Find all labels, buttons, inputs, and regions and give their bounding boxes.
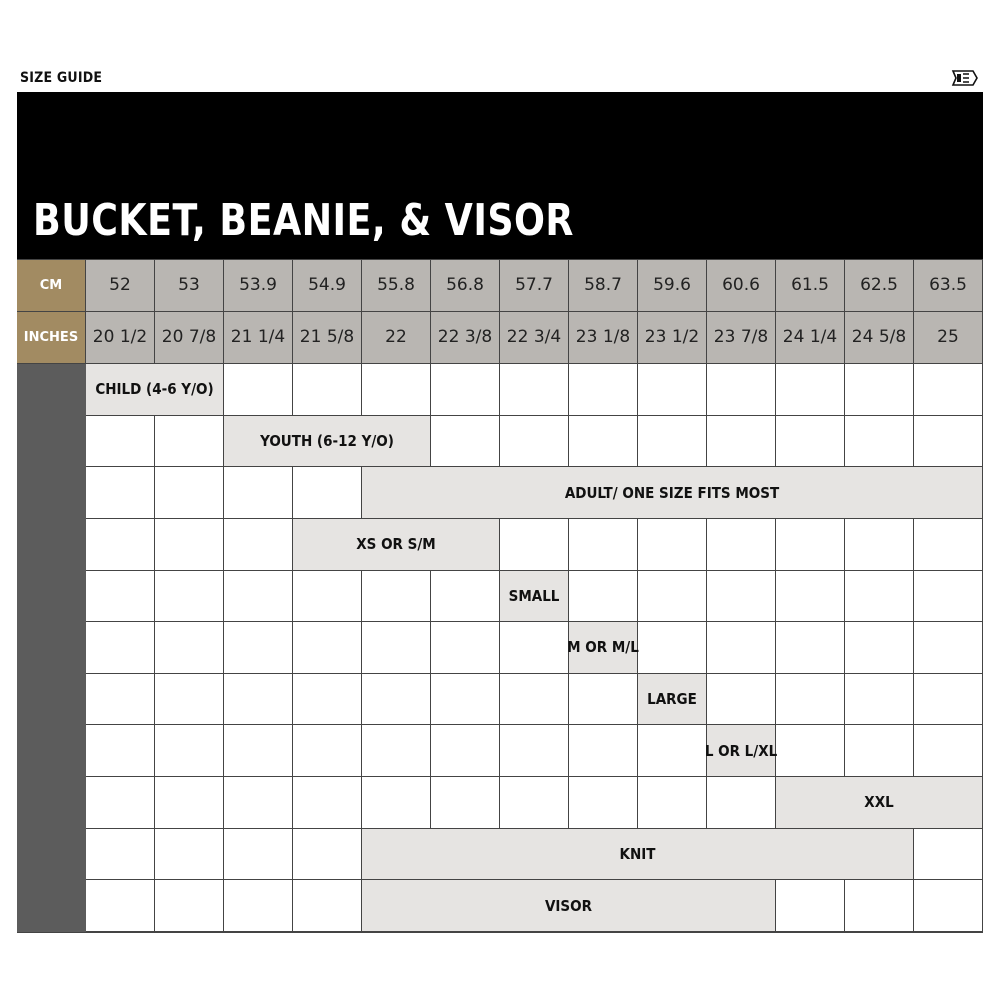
column-divider bbox=[844, 622, 845, 674]
column-divider bbox=[361, 571, 362, 623]
inches-value-cell: 21 1/4 bbox=[224, 311, 293, 363]
column-divider bbox=[568, 519, 569, 571]
size-bar-xxl: XXL bbox=[776, 777, 983, 828]
column-divider bbox=[913, 571, 914, 623]
cm-value-cell: 54.9 bbox=[293, 259, 362, 311]
size-guide-label: SIZE GUIDE bbox=[20, 70, 103, 86]
row-divider bbox=[86, 673, 983, 674]
column-divider bbox=[913, 519, 914, 571]
column-divider bbox=[844, 416, 845, 468]
size-bar-adult-one-size-fits-most: ADULT/ ONE SIZE FITS MOST bbox=[362, 467, 983, 518]
column-divider bbox=[154, 467, 155, 519]
column-divider bbox=[706, 416, 707, 468]
column-divider bbox=[154, 880, 155, 932]
inches-value-cell: 24 1/4 bbox=[776, 311, 845, 363]
size-bar-m-or-m-l: M OR M/L bbox=[569, 622, 638, 673]
column-divider bbox=[154, 571, 155, 623]
column-divider bbox=[292, 829, 293, 881]
column-divider bbox=[361, 622, 362, 674]
column-divider bbox=[223, 571, 224, 623]
column-divider bbox=[568, 364, 569, 416]
size-chart-table bbox=[17, 259, 983, 933]
row-divider bbox=[86, 724, 983, 725]
inches-value-cell: 23 7/8 bbox=[707, 311, 776, 363]
column-divider bbox=[154, 777, 155, 829]
size-bar-visor: VISOR bbox=[362, 880, 776, 931]
column-divider bbox=[292, 674, 293, 726]
inches-value-cell: 23 1/2 bbox=[638, 311, 707, 363]
column-divider bbox=[637, 571, 638, 623]
cm-value-cell: 63.5 bbox=[914, 259, 983, 311]
column-divider bbox=[292, 777, 293, 829]
column-divider bbox=[223, 622, 224, 674]
column-divider bbox=[499, 725, 500, 777]
row-divider bbox=[17, 259, 983, 260]
column-divider bbox=[913, 416, 914, 468]
column-divider bbox=[637, 416, 638, 468]
column-divider bbox=[499, 674, 500, 726]
column-divider bbox=[775, 674, 776, 726]
column-divider bbox=[361, 364, 362, 416]
column-divider bbox=[775, 622, 776, 674]
column-divider bbox=[430, 622, 431, 674]
cm-value-cell: 58.7 bbox=[569, 259, 638, 311]
inches-value-cell: 22 3/8 bbox=[431, 311, 500, 363]
column-divider bbox=[361, 674, 362, 726]
size-bar-l-or-l-xl: L OR L/XL bbox=[707, 725, 776, 776]
column-divider bbox=[913, 725, 914, 777]
cm-value-cell: 57.7 bbox=[500, 259, 569, 311]
inches-value-cell: 23 1/8 bbox=[569, 311, 638, 363]
column-divider bbox=[706, 364, 707, 416]
inches-value-cell: 25 bbox=[914, 311, 983, 363]
new-era-flag-icon bbox=[951, 68, 979, 88]
column-divider bbox=[223, 519, 224, 571]
page-title: BUCKET, BEANIE, & VISOR bbox=[33, 195, 574, 246]
column-divider bbox=[844, 725, 845, 777]
title-banner bbox=[17, 92, 983, 260]
column-divider bbox=[430, 364, 431, 416]
row-divider bbox=[86, 931, 983, 932]
cm-value-cell: 62.5 bbox=[845, 259, 914, 311]
column-divider bbox=[154, 519, 155, 571]
column-divider bbox=[223, 880, 224, 932]
cm-value-cell: 52 bbox=[86, 259, 155, 311]
inches-value-cell: 21 5/8 bbox=[293, 311, 362, 363]
column-divider bbox=[775, 364, 776, 416]
column-divider bbox=[775, 519, 776, 571]
inches-value-cell: 20 7/8 bbox=[155, 311, 224, 363]
cm-value-cell: 61.5 bbox=[776, 259, 845, 311]
inches-value-cell: 20 1/2 bbox=[86, 311, 155, 363]
column-divider bbox=[775, 416, 776, 468]
cm-value-cell: 53 bbox=[155, 259, 224, 311]
column-divider bbox=[430, 725, 431, 777]
column-divider bbox=[223, 674, 224, 726]
column-divider bbox=[568, 725, 569, 777]
column-divider bbox=[706, 777, 707, 829]
column-divider bbox=[223, 725, 224, 777]
column-divider bbox=[499, 416, 500, 468]
column-divider bbox=[154, 674, 155, 726]
column-divider bbox=[637, 777, 638, 829]
column-divider bbox=[154, 725, 155, 777]
column-divider bbox=[637, 725, 638, 777]
column-divider bbox=[154, 622, 155, 674]
cm-value-cell: 53.9 bbox=[224, 259, 293, 311]
column-divider bbox=[292, 725, 293, 777]
column-divider bbox=[292, 364, 293, 416]
size-bar-youth-6-12-y-o: YOUTH (6-12 Y/O) bbox=[224, 416, 431, 467]
column-divider bbox=[568, 777, 569, 829]
row-divider bbox=[86, 415, 983, 416]
size-bar-small: SMALL bbox=[500, 571, 569, 622]
column-divider bbox=[223, 777, 224, 829]
column-divider bbox=[637, 364, 638, 416]
column-divider bbox=[844, 364, 845, 416]
column-divider bbox=[499, 364, 500, 416]
column-divider bbox=[706, 622, 707, 674]
inches-value-cell: 24 5/8 bbox=[845, 311, 914, 363]
column-divider bbox=[844, 674, 845, 726]
row-divider bbox=[86, 518, 983, 519]
column-divider bbox=[361, 777, 362, 829]
row-divider bbox=[17, 311, 983, 312]
cm-value-cell: 55.8 bbox=[362, 259, 431, 311]
column-divider bbox=[706, 571, 707, 623]
size-bar-knit: KNIT bbox=[362, 829, 914, 880]
column-divider bbox=[223, 829, 224, 881]
column-divider bbox=[844, 519, 845, 571]
column-divider bbox=[292, 880, 293, 932]
column-divider bbox=[913, 364, 914, 416]
column-divider bbox=[913, 622, 914, 674]
size-bar-child-4-6-y-o: CHILD (4-6 Y/O) bbox=[86, 364, 224, 415]
column-divider bbox=[568, 674, 569, 726]
column-divider bbox=[430, 674, 431, 726]
cm-value-cell: 59.6 bbox=[638, 259, 707, 311]
size-bar-large: LARGE bbox=[638, 674, 707, 725]
column-divider bbox=[430, 571, 431, 623]
column-divider bbox=[292, 467, 293, 519]
size-bar-xs-or-s-m: XS OR S/M bbox=[293, 519, 500, 570]
cm-unit-label: CM bbox=[17, 259, 86, 311]
column-divider bbox=[706, 519, 707, 571]
column-divider bbox=[913, 674, 914, 726]
column-divider bbox=[844, 571, 845, 623]
column-divider bbox=[844, 880, 845, 932]
column-divider bbox=[499, 622, 500, 674]
cm-value-cell: 56.8 bbox=[431, 259, 500, 311]
column-divider bbox=[361, 725, 362, 777]
column-divider bbox=[292, 571, 293, 623]
inches-value-cell: 22 3/4 bbox=[500, 311, 569, 363]
column-divider bbox=[223, 467, 224, 519]
inches-unit-label: INCHES bbox=[17, 311, 86, 363]
column-divider bbox=[637, 519, 638, 571]
column-divider bbox=[913, 880, 914, 932]
column-divider bbox=[430, 777, 431, 829]
column-divider bbox=[154, 829, 155, 881]
cm-value-cell: 60.6 bbox=[707, 259, 776, 311]
column-divider bbox=[499, 777, 500, 829]
row-divider bbox=[86, 621, 983, 622]
column-divider bbox=[568, 416, 569, 468]
row-sidebar bbox=[17, 364, 86, 932]
inches-value-cell: 22 bbox=[362, 311, 431, 363]
column-divider bbox=[775, 571, 776, 623]
column-divider bbox=[292, 622, 293, 674]
column-divider bbox=[154, 416, 155, 468]
